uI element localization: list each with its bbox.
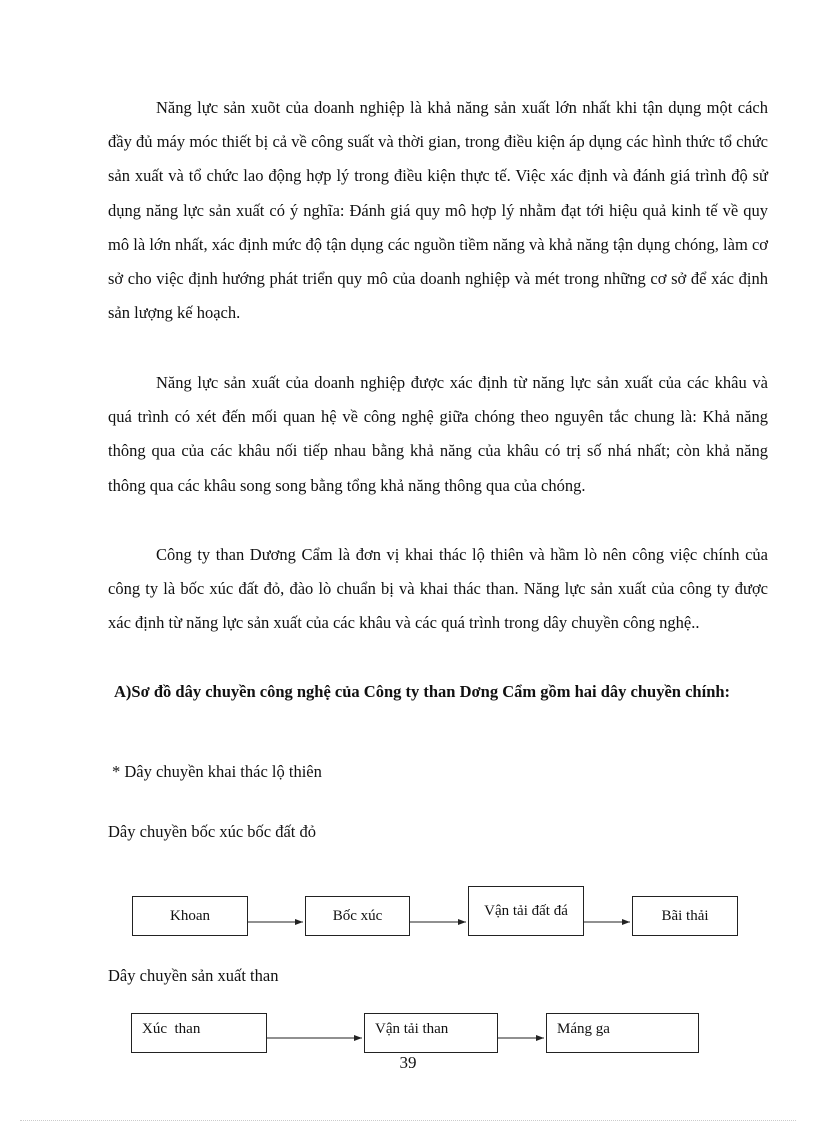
- paragraph-company-overview: Công ty than Dương Cẩm là đơn vị khai thác lộ thiên và hầm lò nên công việc chính của công ty là bốc xúc đất đỏ, đào lò chuẩn bị và khai thác than. Năng lực sản xuất của công ty được xác định từ năng lực sản xuất của các khâu và các quá trình trong dây chuyền công nghệ..: [108, 545, 768, 633]
- chain1-box-drilling: Khoan: [132, 896, 248, 936]
- chain1-box-loading: Bốc xúc: [305, 896, 410, 936]
- chain1-box-transport: Vận tải đất đá: [468, 886, 584, 936]
- paragraph-capacity-determination: Năng lực sản xuất của doanh nghiệp được xác định từ năng lực sản xuất của các khâu và quá trình có xét đến mối quan hệ về công nghệ giữa chóng theo nguyên tắc chung là: Khả năng thông qua của các khâu nối tiếp nhau bằng khả năng của khâu có trị số nhá nhất; còn khả năng thông qua các khâu song song bằng tổng khả năng thông qua của chóng.: [108, 373, 768, 495]
- chain2-box-coal-transport: Vận tải than: [364, 1013, 498, 1053]
- subheading-open-pit: * Dây chuyền khai thác lộ thiên: [112, 762, 322, 781]
- chain2-title: Dây chuyền sản xuất than: [108, 966, 279, 985]
- chain1-title: Dây chuyền bốc xúc bốc đất đỏ: [108, 822, 317, 841]
- section-heading: A)Sơ đồ dây chuyền công nghệ của Công ty than Dơng Cẩm gồm hai dây chuyền chính:: [114, 682, 731, 701]
- paragraph-production-capacity: Năng lực sản xuõt của doanh nghiệp là khả năng sản xuất lớn nhất khi tận dụng một cách đầy đủ máy móc thiết bị cả về công suất và thời gian, trong điều kiện áp dụng các hình thức tổ chức sản xuất và tổ chức lao động hợp lý trong điều kiện thực tế. Việc xác định và đánh giá trình độ sử dụng năng lực sản xuất có ý nghĩa: Đánh giá quy mô hợp lý nhằm đạt tới hiệu quả kinh tế về quy mô là lớn nhất, xác định mức độ tận dụng các nguồn tiềm năng và khả năng tận dụng chóng, làm cơ sở cho việc định hướng phát triển quy mô của doanh nghiệp và mét trong những cơ sở để xác định sản lượng kế hoạch.: [108, 98, 768, 323]
- chain2-box-coal-loading: Xúc than: [131, 1013, 267, 1053]
- chain2-box-chute: Máng ga: [546, 1013, 699, 1053]
- page-bottom-divider: [20, 1120, 796, 1121]
- page-number: 39: [399, 1053, 417, 1072]
- chain1-box-waste-dump: Bãi thải: [632, 896, 738, 936]
